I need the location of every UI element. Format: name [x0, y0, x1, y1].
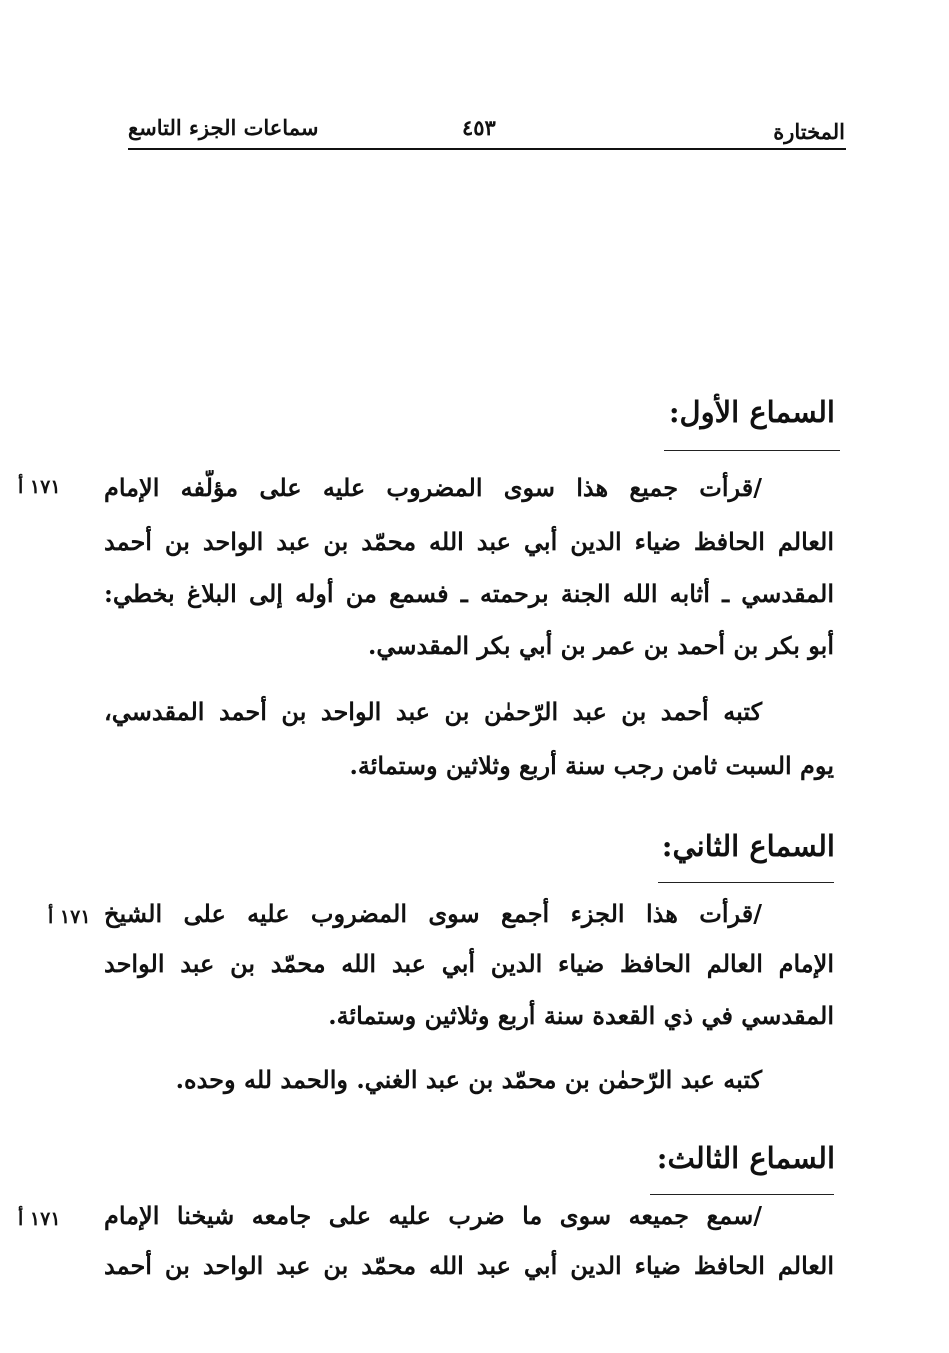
section-2-line-1: /قرأت هذا الجزء أجمع سوى المضروب عليه على الشيخ — [104, 899, 762, 928]
section-1-line-4: أبو بكر بن أحمد بن عمر بن أبي بكر المقدسي. — [368, 631, 834, 660]
running-section-title: سماعات الجزء التاسع — [128, 115, 319, 140]
section-1-margin-folio: ١٧١ أ — [18, 476, 61, 498]
section-2-title: السماع الثاني: — [661, 829, 835, 863]
book-title: المختارة — [773, 119, 845, 144]
header-rule — [128, 148, 846, 150]
section-1-signature-line-2: يوم السبت ثامن رجب سنة أربع وثلاثين وستمائة. — [349, 751, 834, 780]
section-2-line-3: المقدسي في ذي القعدة سنة أربع وثلاثين وستمائة. — [328, 1001, 834, 1030]
section-2-margin-folio: ١٧١ أ — [48, 906, 91, 928]
section-1-line-2: العالم الحافظ ضياء الدين أبي عبد الله محمّد بن عبد الواحد بن أحمد — [104, 527, 834, 556]
section-1-title: السماع الأول: — [668, 395, 835, 429]
section-2-title-rule — [658, 882, 834, 883]
section-3-line-1: /سمع جميعه سوى ما ضرب عليه على جامعه شيخنا الإمام — [104, 1201, 763, 1230]
page-number: ٤٥٣ — [462, 115, 496, 140]
section-3-title-rule — [650, 1194, 834, 1195]
section-2-signature-line: كتبه عبد الرّحمٰن بن محمّد بن عبد الغني. والحمد لله وحده. — [175, 1065, 762, 1094]
section-2-line-2: الإمام العالم الحافظ ضياء الدين أبي عبد الله محمّد بن عبد الواحد — [104, 949, 834, 978]
section-3-line-2: العالم الحافظ ضياء الدين أبي عبد الله محمّد بن عبد الواحد بن أحمد — [104, 1251, 834, 1280]
section-1-title-rule — [664, 450, 840, 451]
section-1-line-3: المقدسي ـ أثابه الله الجنة برحمته ـ فسمع من أوله إلى البلاغ بخطي: — [104, 579, 834, 608]
section-1-signature-line-1: كتبه أحمد بن عبد الرّحمٰن بن عبد الواحد بن أحمد المقدسي، — [104, 697, 762, 726]
section-1-line-1: /قرأت جميع هذا سوى المضروب عليه على مؤلّفه الإمام — [104, 473, 762, 502]
section-3-title: السماع الثالث: — [656, 1141, 835, 1175]
section-3-margin-folio: ١٧١ أ — [18, 1208, 61, 1230]
